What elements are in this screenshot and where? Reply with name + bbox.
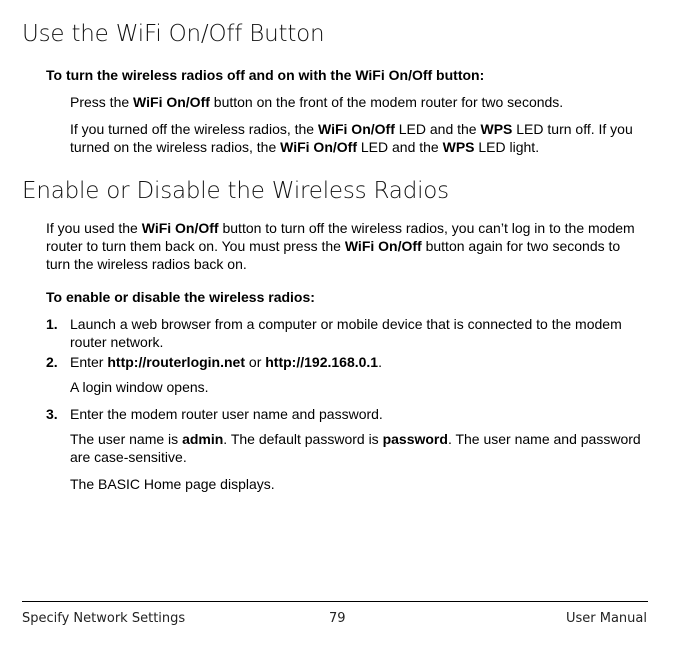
step-number-3: 3.: [46, 406, 58, 422]
step-2-text: Enter http://routerlogin.net or http://192.168.0.1.: [70, 354, 382, 370]
intro-paragraph: If you used the WiFi On/Off button to turn off the wireless radios, you can’t log in to the modem router to turn them back on. You must press the WiFi On/Off button again for two seconds to turn the wireless radios back on.: [46, 220, 635, 272]
procedure-lead-wifi-button: To turn the wireless radios off and on with the WiFi On/Off button:: [46, 67, 485, 83]
step-3-text: Enter the modem router user name and password.: [70, 406, 383, 422]
step-led-result: If you turned off the wireless radios, the WiFi On/Off LED and the WPS LED turn off. If you turned on the wireless radios, the WiFi On/Off LED and the WPS LED light.: [70, 121, 633, 155]
step-3-note-2: The BASIC Home page displays.: [70, 476, 275, 492]
step-number-2: 2.: [46, 354, 58, 370]
step-3-note: The user name is admin. The default password is password. The user name and password are case-sensitive.: [70, 431, 641, 465]
step-2-note: A login window opens.: [70, 379, 209, 395]
step-press-button: Press the WiFi On/Off button on the front of the modem router for two seconds.: [70, 94, 564, 110]
section-heading-enable-disable: Enable or Disable the Wireless Radios: [22, 178, 449, 204]
footer-document-title: User Manual: [565, 611, 647, 626]
step-number-1: 1.: [46, 316, 58, 332]
footer-page-number: 79: [329, 611, 346, 626]
step-1-text: Launch a web browser from a computer or mobile device that is connected to the modem router network.: [70, 316, 622, 350]
footer-section-name: Specify Network Settings: [22, 611, 186, 626]
procedure-lead-enable-disable: To enable or disable the wireless radios:: [46, 289, 315, 305]
footer-rule: [22, 601, 648, 602]
section-heading-wifi-button: Use the WiFi On/Off Button: [22, 21, 325, 47]
